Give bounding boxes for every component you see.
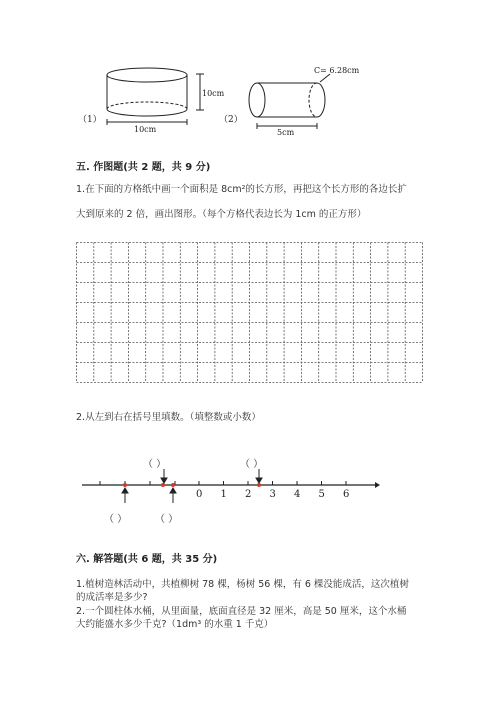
drawing-grid[interactable] — [76, 242, 423, 383]
cylinder1-height-label: 10cm — [202, 89, 225, 98]
point-c — [171, 483, 175, 487]
cylinder2-index: （2） — [219, 115, 243, 125]
section6-q2-line2: 大约能盛水多少千克?（1dm³ 的水重 1 千克） — [76, 619, 274, 630]
cylinder2-circumference-label: C= 6.28cm — [314, 66, 360, 75]
section5-q2: 2.从左到右在括号里填数。（填整数或小数） — [76, 412, 261, 423]
blank-top-2[interactable]: （ ） — [240, 459, 264, 470]
nl-tick-label: 0 — [196, 489, 203, 500]
point-b — [161, 483, 165, 487]
cylinder1-width-label: 10cm — [134, 125, 157, 134]
nl-tick-label: 2 — [245, 489, 252, 500]
cylinder2-length-label: 5cm — [277, 128, 295, 137]
nl-tick-label: 1 — [220, 489, 227, 500]
nl-tick-label: 5 — [318, 489, 325, 500]
nl-tick-label: 4 — [294, 489, 301, 500]
point-a — [123, 483, 127, 487]
horizontal-cylinder — [249, 74, 330, 129]
vertical-cylinder — [107, 68, 204, 125]
blank-bottom-2[interactable]: （ ） — [155, 514, 179, 525]
drawing-grid-svg[interactable] — [76, 242, 423, 383]
cylinder1-index: （1） — [78, 115, 102, 125]
blank-top-1[interactable]: （ ） — [143, 459, 167, 470]
section5-q1-line2: 大到原来的 2 倍，画出图形。（每个方格代表边长为 1cm 的正方形） — [76, 209, 367, 220]
nl-tick-label: 3 — [269, 489, 276, 500]
section5-title: 五. 作图题(共 2 题，共 9 分) — [76, 162, 211, 173]
blank-bottom-1[interactable]: （ ） — [104, 514, 128, 525]
section6-title: 六. 解答题(共 6 题，共 35 分) — [76, 554, 218, 565]
section6-q1-line1: 1.植树造林活动中，共植柳树 78 棵，杨树 56 棵，有 6 棵没能成活，这次植树 — [76, 579, 409, 590]
section5-q1-line1: 1.在下面的方格纸中画一个面积是 8cm²的长方形，再把这个长方形的各边长扩 — [76, 184, 407, 195]
section6-q2-line1: 2.一个圆柱体水桶，从里面量，底面直径是 32 厘米，高是 50 厘米，这个水桶 — [76, 606, 407, 617]
nl-tick-label: 6 — [343, 489, 350, 500]
section6-q1-line2: 的成活率是多少? — [76, 592, 148, 603]
